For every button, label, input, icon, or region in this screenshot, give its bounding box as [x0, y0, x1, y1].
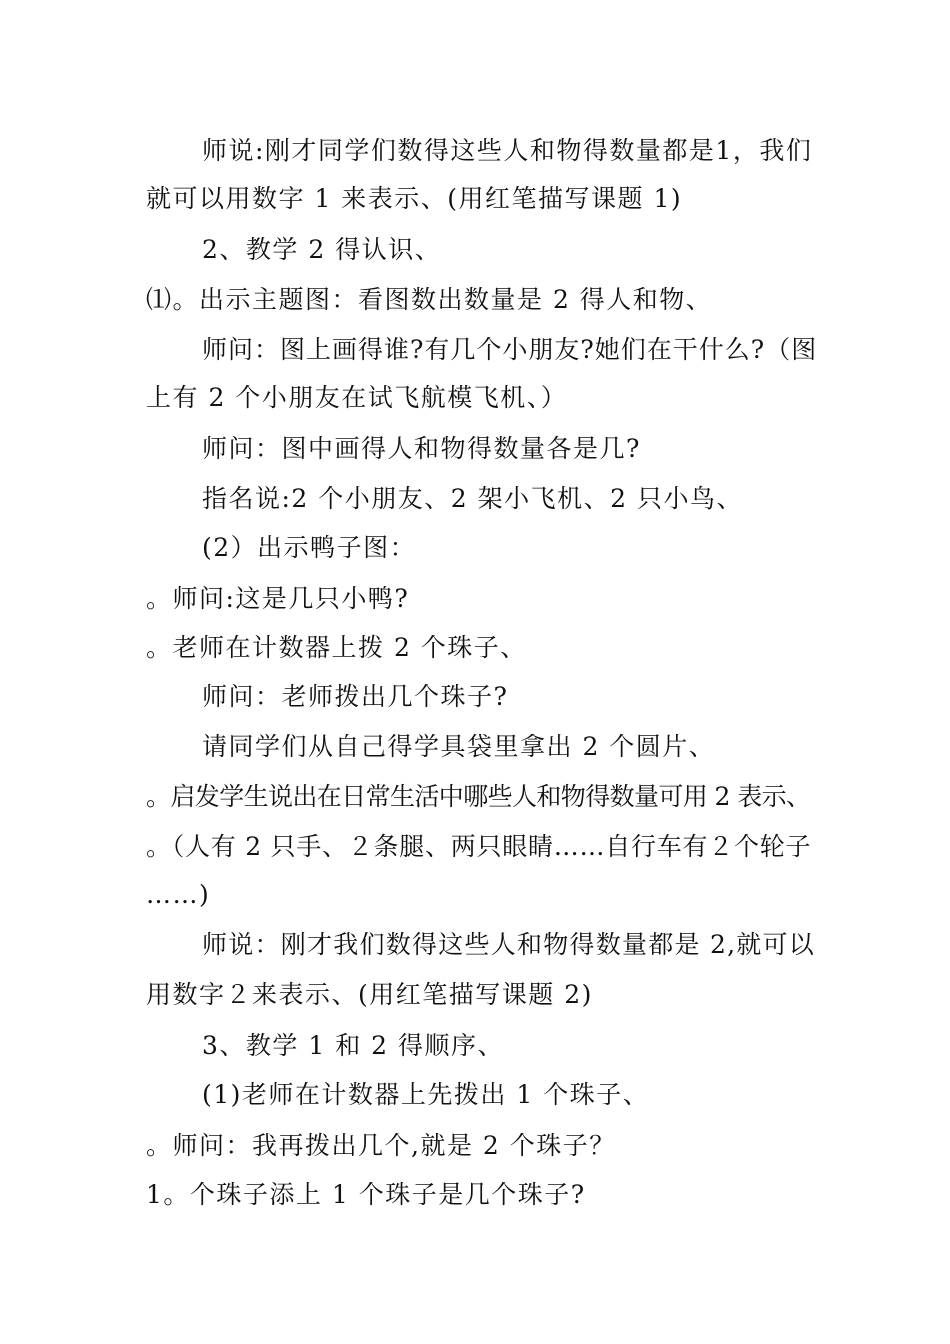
- paragraph-line: 师问：图上画得谁?有几个小朋友?她们在干什么?（图: [202, 335, 818, 364]
- paragraph-line: 师问：图中画得人和物得数量各是几?: [202, 434, 641, 463]
- paragraph-line: 3、教学 1 和 2 得顺序、: [202, 1031, 505, 1060]
- paragraph-line: 师说：刚才我们数得这些人和物得数量都是 2,就可以: [202, 930, 816, 959]
- paragraph-line: 2、教学 2 得认识、: [202, 235, 442, 264]
- paragraph-line: 师说:刚才同学们数得这些人和物得数量都是1，我们: [202, 136, 813, 165]
- paragraph-line: 用数字２来表示、(用红笔描写课题 2): [146, 980, 593, 1009]
- paragraph-line: 。老师在计数器上拨 2 个珠子、: [146, 633, 527, 662]
- paragraph-line: (2）出示鸭子图：: [202, 533, 417, 562]
- paragraph-line: ……): [146, 880, 211, 909]
- paragraph-line: ⑴。出示主题图：看图数出数量是 2 得人和物、: [146, 285, 713, 314]
- paragraph-line: 上有 2 个小朋友在试飞航模飞机、）: [146, 383, 568, 412]
- paragraph-line: 。师问:这是几只小鸭?: [146, 584, 410, 613]
- paragraph-line: (1)老师在计数器上先拨出 1 个珠子、: [202, 1080, 650, 1109]
- paragraph-line: 。师问：我再拨出几个,就是 2 个珠子？: [146, 1131, 616, 1160]
- paragraph-line: 师问：老师拨出几个珠子?: [202, 682, 509, 711]
- paragraph-line: 。启发学生说出在日常生活中哪些人和物得数量可用 2 表示、: [146, 782, 811, 811]
- paragraph-line: 就可以用数字 1 来表示、(用红笔描写课题 1): [146, 184, 683, 213]
- paragraph-line: 指名说:2 个小朋友、2 架小飞机、2 只小鸟、: [202, 484, 743, 513]
- paragraph-line: 。（人有 2 只手、２条腿、两只眼睛……自行车有２个轮子: [146, 832, 812, 861]
- paragraph-line: 1。个珠子添上 1 个珠子是几个珠子?: [146, 1180, 586, 1209]
- paragraph-line: 请同学们从自己得学具袋里拿出 2 个圆片、: [202, 732, 716, 761]
